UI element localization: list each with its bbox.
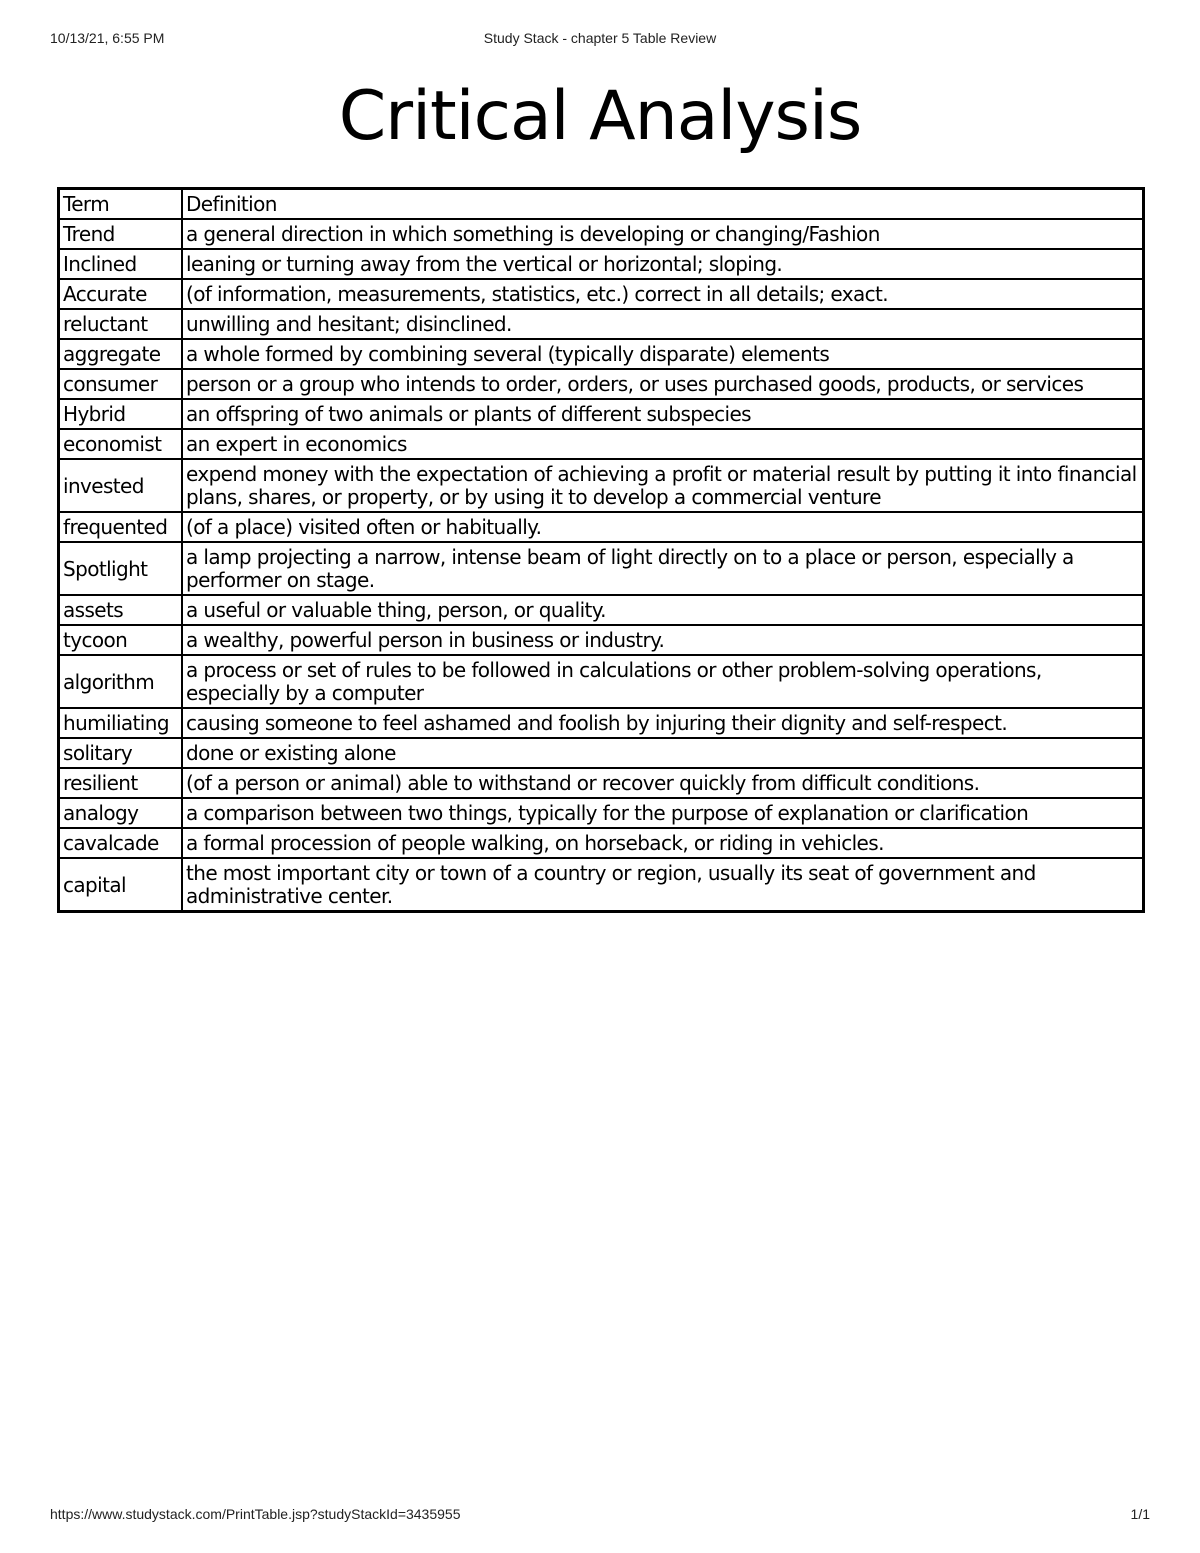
column-header-term: Term [59,189,183,220]
column-header-definition: Definition [182,189,1144,220]
terms-table [57,187,1145,913]
table-row [59,249,1144,279]
table-row [59,339,1144,369]
term-cell: humiliating [59,708,183,738]
table-row [59,279,1144,309]
term-cell: Trend [59,219,183,249]
print-page-title: Study Stack - chapter 5 Table Review [483,30,717,46]
term-cell: tycoon [59,625,183,655]
term-cell: economist [59,429,183,459]
table-row [59,625,1144,655]
term-cell: invested [59,459,183,512]
term-cell: assets [59,595,183,625]
print-url: https://www.studystack.com/PrintTable.jsp?studyStackId=3435955 [50,1506,461,1522]
term-cell: solitary [59,738,183,768]
document-title: Critical Analysis [338,77,862,156]
term-cell: Spotlight [59,542,183,595]
print-footer [50,1506,1150,1526]
definition-cell: done or existing alone [182,738,1144,768]
table-header-row [59,189,1144,220]
table-row [59,595,1144,625]
term-cell: consumer [59,369,183,399]
definition-cell: leaning or turning away from the vertical or horizontal; sloping. [182,249,1144,279]
table-row [59,429,1144,459]
term-cell: Inclined [59,249,183,279]
definition-cell: causing someone to feel ashamed and foolish by injuring their dignity and self-respect. [182,708,1144,738]
definition-cell: person or a group who intends to order, orders, or uses purchased goods, products, or services [182,369,1144,399]
definition-cell: a lamp projecting a narrow, intense beam of light directly on to a place or person, especially a performer on stage. [182,542,1144,595]
term-cell: algorithm [59,655,183,708]
term-cell: frequented [59,512,183,542]
table-row [59,798,1144,828]
table-row [59,399,1144,429]
table-row [59,369,1144,399]
table-row [59,219,1144,249]
table-row [59,542,1144,595]
definition-cell: a formal procession of people walking, on horseback, or riding in vehicles. [182,828,1144,858]
definition-cell: (of a place) visited often or habitually. [182,512,1144,542]
definition-cell: the most important city or town of a country or region, usually its seat of government and administrative center. [182,858,1144,912]
term-cell: analogy [59,798,183,828]
term-cell: Accurate [59,279,183,309]
table-row [59,828,1144,858]
definition-cell: (of a person or animal) able to withstand or recover quickly from difficult conditions. [182,768,1144,798]
table-row [59,512,1144,542]
definition-cell: expend money with the expectation of achieving a profit or material result by putting it into financial plans, shares, or property, or by using it to develop a commercial venture [182,459,1144,512]
table-row [59,459,1144,512]
term-cell: reluctant [59,309,183,339]
term-cell: Hybrid [59,399,183,429]
table-row [59,738,1144,768]
term-cell: cavalcade [59,828,183,858]
definition-cell: a general direction in which something is developing or changing/Fashion [182,219,1144,249]
definition-cell: a comparison between two things, typically for the purpose of explanation or clarification [182,798,1144,828]
definition-cell: an offspring of two animals or plants of different subspecies [182,399,1144,429]
term-cell: capital [59,858,183,912]
table-row [59,768,1144,798]
definition-cell: a whole formed by combining several (typically disparate) elements [182,339,1144,369]
print-datetime: 10/13/21, 6:55 PM [50,30,165,46]
table-row [59,858,1144,912]
print-header [50,30,1150,50]
definition-cell: a wealthy, powerful person in business or industry. [182,625,1144,655]
definition-cell: a process or set of rules to be followed in calculations or other problem-solving operations, especially by a computer [182,655,1144,708]
term-cell: aggregate [59,339,183,369]
definition-cell: a useful or valuable thing, person, or quality. [182,595,1144,625]
table-row [59,708,1144,738]
page-number: 1/1 [1130,1506,1150,1522]
term-cell: resilient [59,768,183,798]
definition-cell: (of information, measurements, statistics, etc.) correct in all details; exact. [182,279,1144,309]
table-row [59,309,1144,339]
definition-cell: an expert in economics [182,429,1144,459]
definition-cell: unwilling and hesitant; disinclined. [182,309,1144,339]
table-row [59,655,1144,708]
